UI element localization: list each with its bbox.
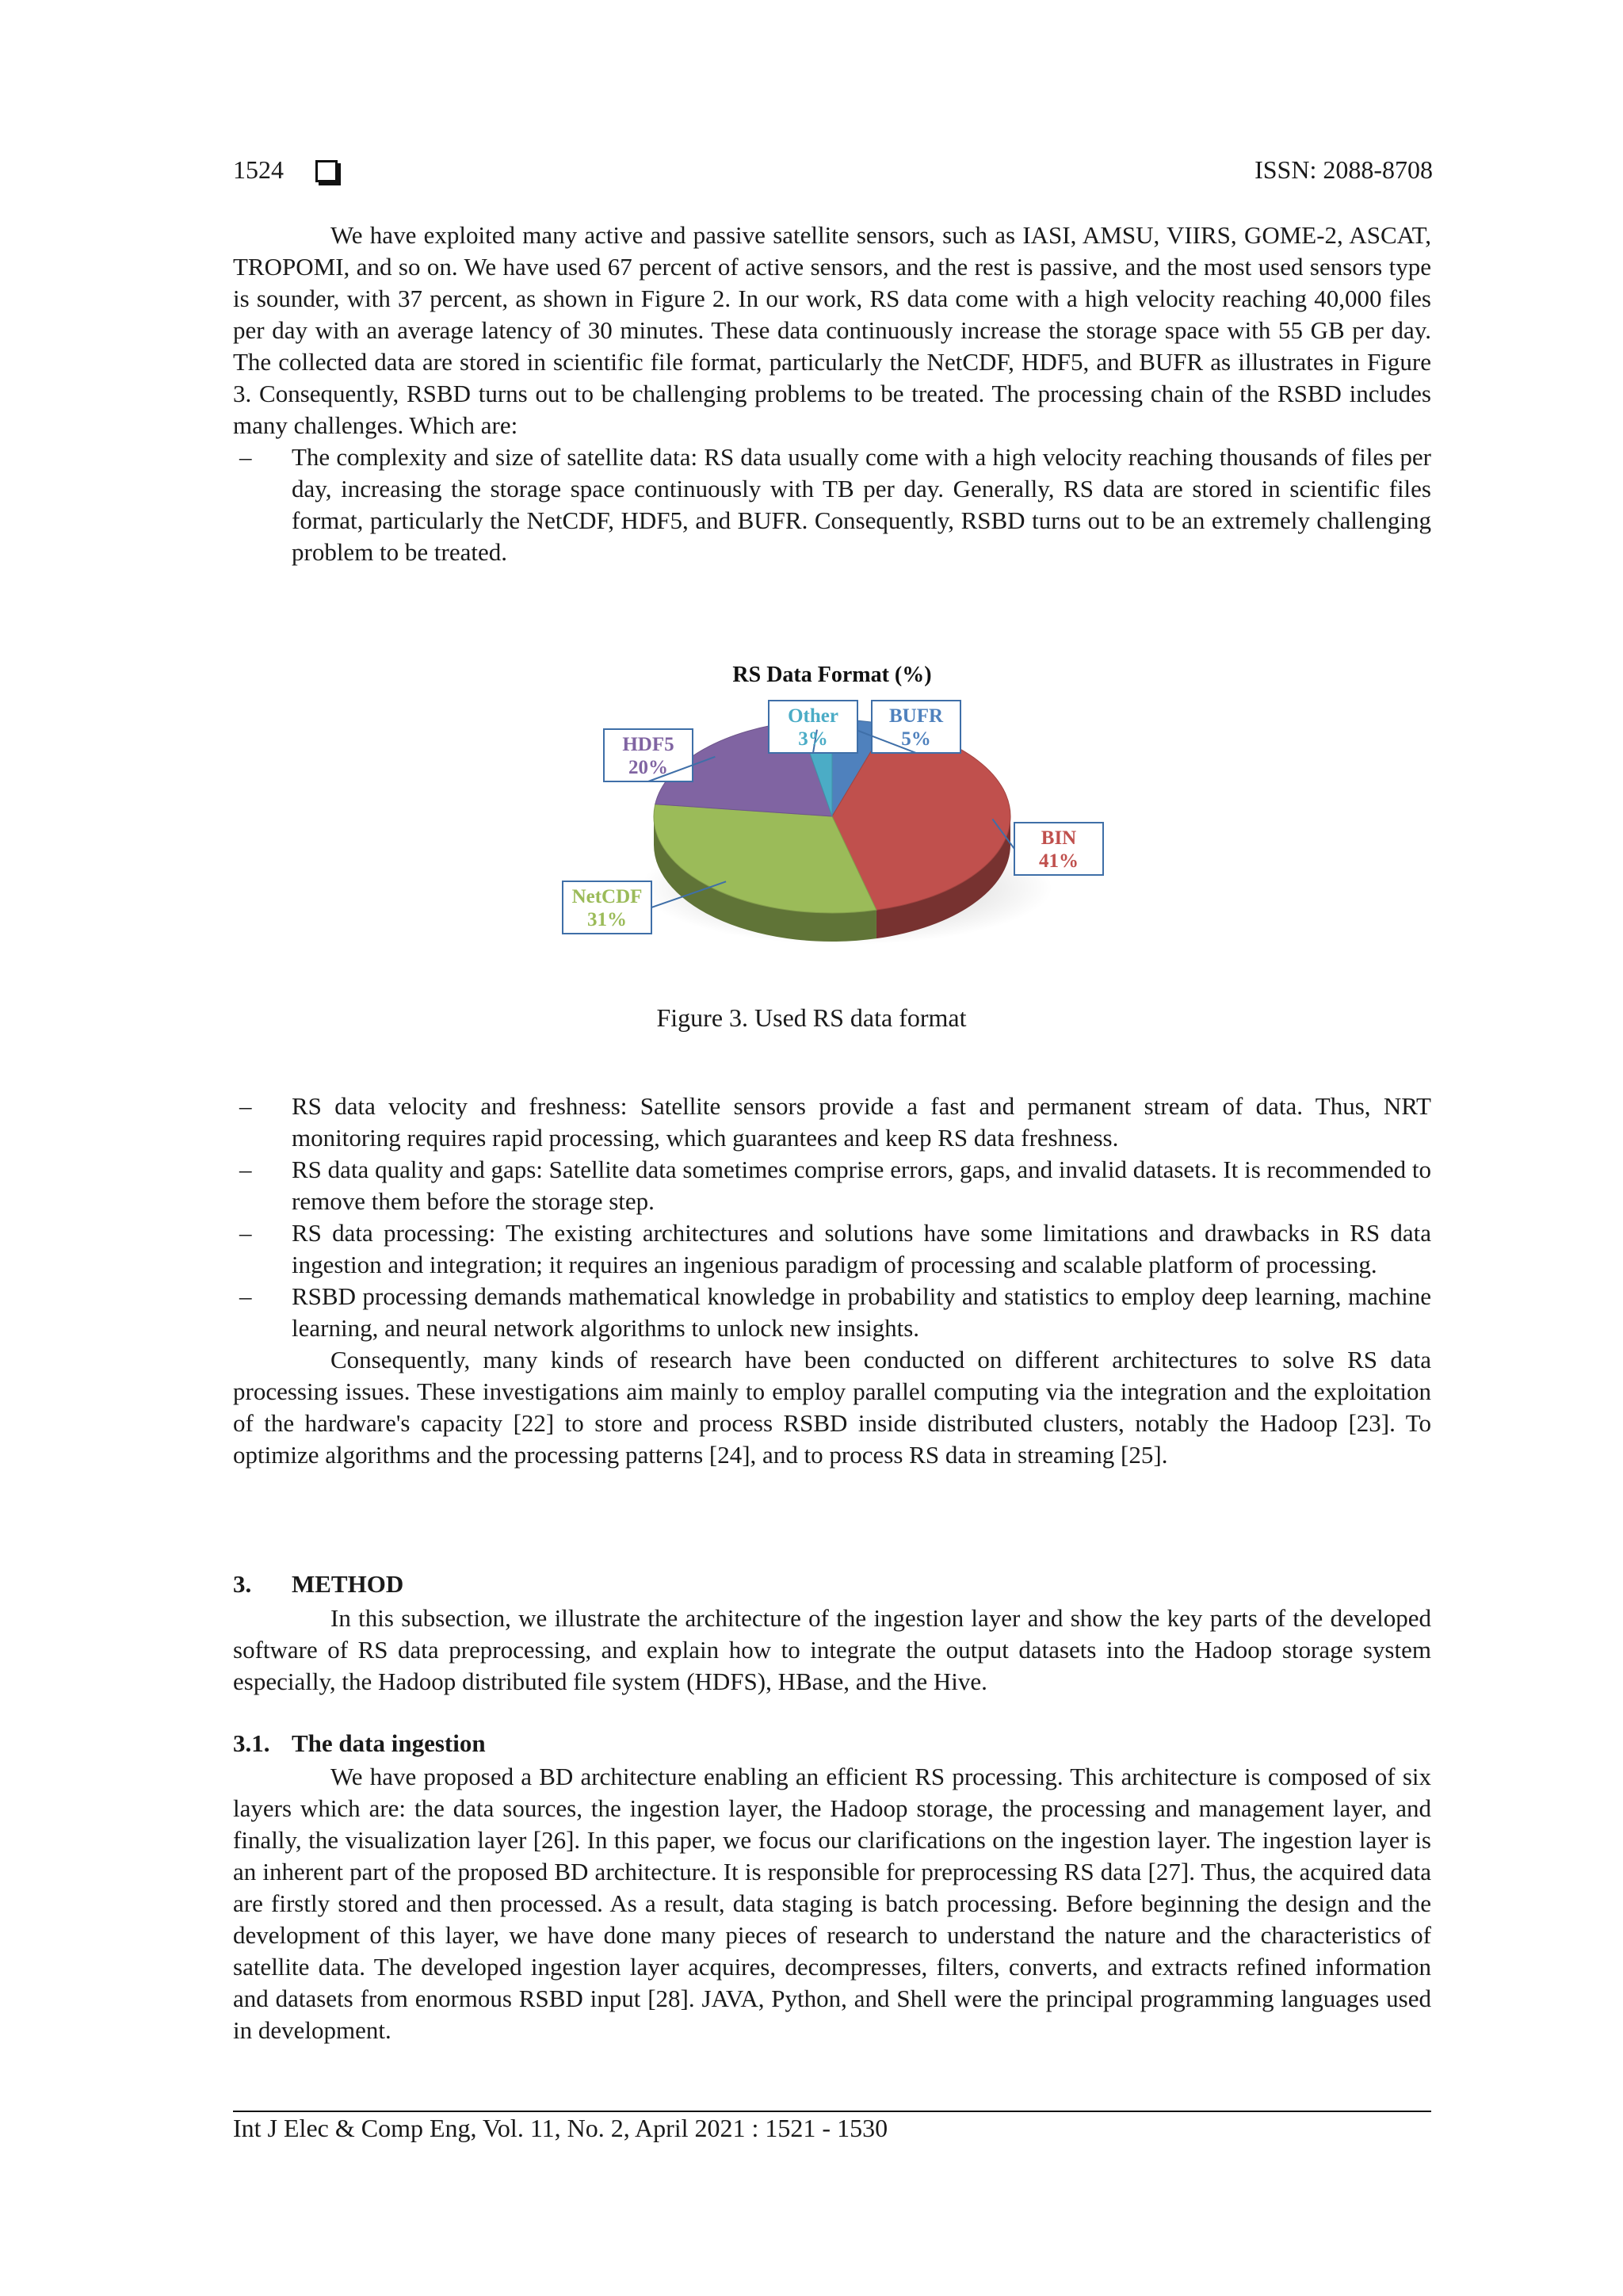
page-number: 1524 <box>233 155 284 184</box>
section-3-1-paragraph: We have proposed a BD architecture enabling an efficient RS processing. This architecture is composed of six layers which are: the data sources, the ingestion layer, the Hadoop storage, the processing and management layer, and finally, the visualization layer [26]. In this paper, we focus our clarifications on the ingestion layer. The ingestion layer is an inherent part of the proposed BD architecture. It is responsible for preprocessing RS data [27]. Thus, the acquired data are firstly stored and then processed. As a result, data staging is batch processing. Before beginning the design and the development of this layer, we have done many pieces of research to understand the nature and the characteristics of satellite data. The developed ingestion layer acquires, decompresses, filters, converts, and extracts refined information and datasets from enormous RSBD input [28]. JAVA, Python, and Shell were the principal programming languages used in development. <box>233 1763 1431 2044</box>
section-3-1-heading <box>233 1729 486 1758</box>
section-title: The data ingestion <box>292 1729 486 1757</box>
slice-label-value: 5% <box>901 728 931 750</box>
pie-chart-figure <box>555 650 1109 983</box>
intro-block <box>233 220 1431 568</box>
slice-label-value: 3% <box>798 728 828 750</box>
figure-caption: Figure 3. Used RS data format <box>656 1003 967 1032</box>
pie-chart <box>555 650 1109 983</box>
section-3-paragraph: In this subsection, we illustrate the architecture of the ingestion layer and show the key parts of the developed software of RS data preprocessing, and explain how to integrate the output datasets into the Hadoop storage system especially, the Hadoop distributed file system (HDFS), HBase, and the Hive. <box>233 1604 1431 1695</box>
data-label-bufr <box>857 701 960 753</box>
slice-label-value: 31% <box>587 909 627 930</box>
conclusion-paragraph: Consequently, many kinds of research have been conducted on different architectures to solve RS data processing issues. These investigations aim mainly to employ parallel computing via the integration and the exploitation of the hardware's capacity [22] to store and process RSBD inside distributed clusters, notably the Hadoop [23]. To optimize algorithms and the processing patterns [24], and to process RS data in streaming [25]. <box>233 1346 1431 1469</box>
section-number: 3. <box>233 1570 252 1598</box>
slice-label-name: Other <box>788 705 838 727</box>
section-3-1-block <box>233 1761 1431 2046</box>
slice-label-name: BUFR <box>888 705 944 727</box>
chart-title: RS Data Format (%) <box>732 663 932 687</box>
issn-label: ISSN: 2088-8708 <box>1254 155 1433 184</box>
challenge-block <box>233 1091 1431 1471</box>
section-number: 3.1. <box>233 1729 270 1757</box>
square-bullet-icon <box>315 160 338 182</box>
list-item: – RS data velocity and freshness: Satellite sensors provide a fast and permanent stream of data. Thus, NRT monitoring requires rapid processing, which guarantees and keep RS data freshness. <box>233 1091 1431 1154</box>
challenge-list-1 <box>233 441 1431 568</box>
list-item: – RS data quality and gaps: Satellite data sometimes comprise errors, gaps, and invalid datasets. It is recommended to remove them before the storage step. <box>233 1154 1431 1217</box>
intro-paragraph: We have exploited many active and passive satellite sensors, such as IASI, AMSU, VIIRS, GOME-2, ASCAT, TROPOMI, and so on. We have used 67 percent of active sensors, and the rest is passive, and the most used sensors type is sounder, with 37 percent, as shown in Figure 2. In our work, RS data come with a high velocity reaching 40,000 files per day with an average latency of 30 minutes. These data continuously increase the storage space with 55 GB per day. The collected data are stored in scientific file format, particularly the NetCDF, HDF5, and BUFR as illustrates in Figure 3. Consequently, RSBD turns out to be challenging problems to be treated. The processing chain of the RSBD includes many challenges. Which are: <box>233 221 1431 439</box>
data-label-other <box>769 701 857 753</box>
challenge-list-2 <box>233 1091 1431 1344</box>
page-header-left <box>233 155 338 185</box>
slice-label-value: 41% <box>1039 850 1079 872</box>
footer-divider <box>233 2111 1431 2112</box>
slice-label-name: NetCDF <box>571 886 643 907</box>
section-3-block <box>233 1603 1431 1698</box>
section-title: METHOD <box>292 1570 404 1598</box>
list-item: – The complexity and size of satellite data: RS data usually come with a high velocity reaching thousands of files per day, increasing the storage space continuously with TB per day. Generally, RS data are stored in scientific files format, particularly the NetCDF, HDF5, and BUFR. Consequently, RSBD turns out to be an extremely challenging problem to be treated. <box>233 441 1431 568</box>
slice-label-name: BIN <box>1041 827 1077 849</box>
section-3-heading <box>233 1570 403 1599</box>
footer-citation: Int J Elec & Comp Eng, Vol. 11, No. 2, April 2021 : 1521 - 1530 <box>233 2114 888 2142</box>
list-item: – RS data processing: The existing architectures and solutions have some limitations and drawbacks in RS data ingestion and integration; it requires an ingenious paradigm of processing and scalable platform of processing. <box>233 1217 1431 1281</box>
list-item: – RSBD processing demands mathematical knowledge in probability and statistics to employ deep learning, machine learning, and neural network algorithms to unlock new insights. <box>233 1281 1431 1344</box>
slice-label-name: HDF5 <box>622 734 674 755</box>
slice-label-value: 20% <box>628 757 668 778</box>
